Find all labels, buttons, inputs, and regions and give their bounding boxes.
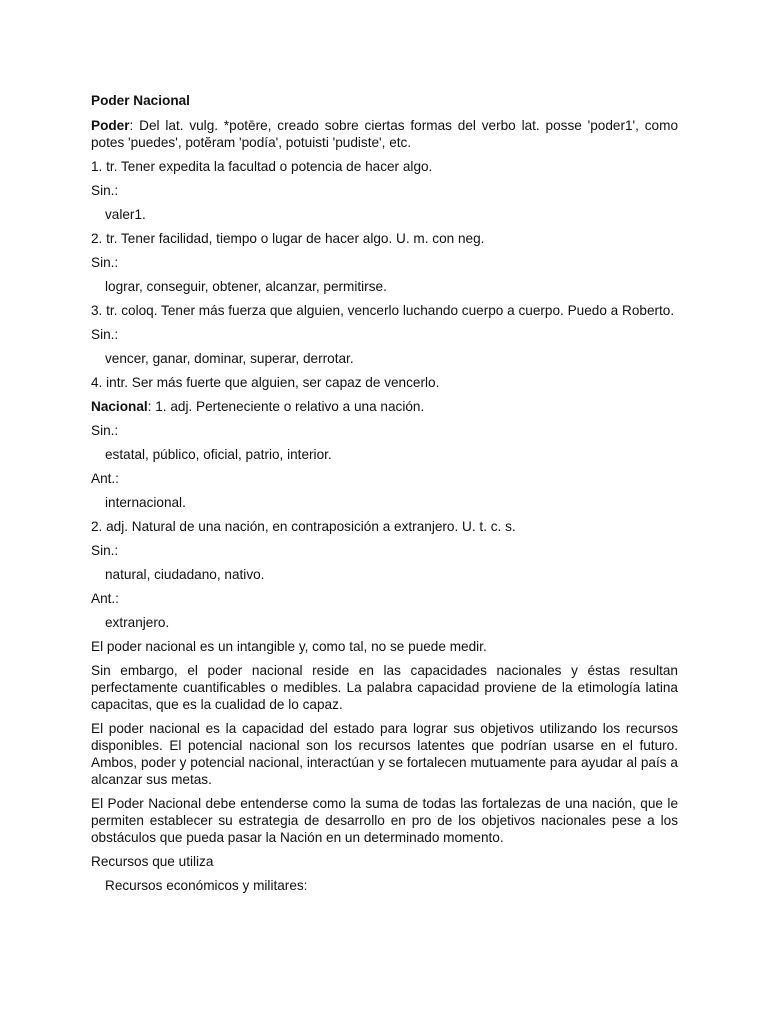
body-paragraph: El poder nacional es un intangible y, como tal, no se puede medir.	[91, 639, 487, 654]
document-page	[91, 92, 678, 901]
resources-item: Recursos económicos y militares:	[105, 878, 308, 893]
nacional-def-1-text: : 1. adj. Perteneciente o relativo a una nación.	[147, 399, 425, 414]
nacional-def-2-ant-words: extranjero.	[105, 615, 170, 630]
nacional-def-2-sin-label: Sin.:	[91, 543, 119, 558]
body-paragraph: El Poder Nacional debe entenderse como la suma de todas las fortalezas de una nación, que le permiten establecer su estrategia de desarrollo en pro de los objetivos nacionales pese a los obstáculos que pueda pasar la Nación en un determinado momento.	[91, 796, 678, 845]
nacional-def-2: 2. adj. Natural de una nación, en contraposición a extranjero. U. t. c. s.	[91, 519, 516, 534]
poder-def-3-sin-words: vencer, ganar, dominar, superar, derrotar.	[105, 351, 354, 366]
nacional-term: Nacional	[91, 399, 148, 414]
document-title: Poder Nacional	[91, 93, 190, 108]
resources-heading: Recursos que utiliza	[91, 854, 214, 869]
poder-def-1-sin-words: valer1.	[105, 207, 146, 222]
poder-def-2-sin-words: lograr, conseguir, obtener, alcanzar, permitirse.	[105, 279, 387, 294]
poder-def-2-sin-label: Sin.:	[91, 255, 119, 270]
nacional-def-1-ant-label: Ant.:	[91, 471, 119, 486]
poder-etymology-text: : Del lat. vulg. *potēre, creado sobre ciertas formas del verbo lat. posse 'poder1', como potes 'puedes', potĕram 'podía', potuisti 'pudiste', etc.	[91, 118, 678, 150]
poder-term: Poder	[91, 118, 130, 133]
body-paragraph: El poder nacional es la capacidad del estado para lograr sus objetivos utilizando los recursos disponibles. El potencial nacional son los recursos latentes que podrían usarse en el futuro. Ambos, poder y potencial nacional, interactúan y se fortalecen mutuamente para ayudar al país a alcanzar sus metas.	[91, 721, 678, 787]
nacional-def-2-ant-label: Ant.:	[91, 591, 119, 606]
body-paragraph: Sin embargo, el poder nacional reside en las capacidades nacionales y éstas resultan perfectamente cuantificables o medibles. La palabra capacidad proviene de la etimología latina capacitas, que es la cualidad de lo capaz.	[91, 663, 678, 712]
nacional-def-1-sin-label: Sin.:	[91, 423, 119, 438]
poder-def-1: 1. tr. Tener expedita la facultad o potencia de hacer algo.	[91, 159, 433, 174]
poder-etymology	[91, 117, 678, 151]
poder-def-1-sin-label: Sin.:	[91, 183, 119, 198]
nacional-def-1	[91, 398, 678, 415]
poder-def-2: 2. tr. Tener facilidad, tiempo o lugar de hacer algo. U. m. con neg.	[91, 231, 485, 246]
poder-def-4: 4. intr. Ser más fuerte que alguien, ser capaz de vencerlo.	[91, 375, 440, 390]
nacional-def-2-sin-words: natural, ciudadano, nativo.	[105, 567, 265, 582]
poder-def-3-sin-label: Sin.:	[91, 327, 119, 342]
nacional-def-1-ant-words: internacional.	[105, 495, 186, 510]
poder-def-3: 3. tr. coloq. Tener más fuerza que alguien, vencerlo luchando cuerpo a cuerpo. Puedo a Roberto.	[91, 303, 675, 318]
nacional-def-1-sin-words: estatal, público, oficial, patrio, interior.	[105, 447, 332, 462]
